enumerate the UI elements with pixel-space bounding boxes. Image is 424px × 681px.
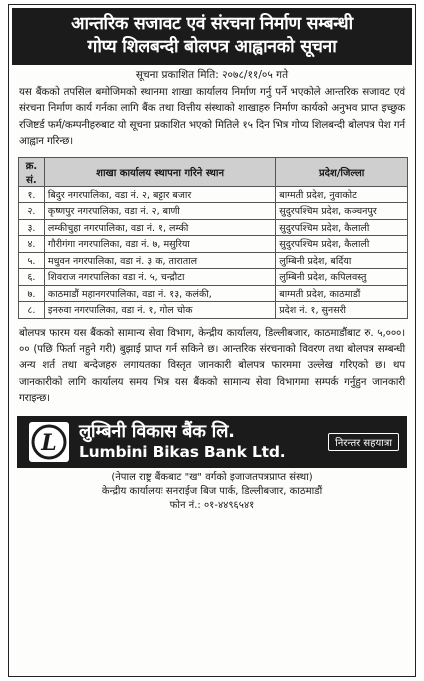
cell-sn: १. xyxy=(19,186,45,203)
table-row xyxy=(19,236,408,253)
license-note: (नेपाल राष्ट्र बैंकबाट "ख" वर्गको इजाजतपत्रप्राप्त संस्था) xyxy=(111,471,313,483)
cell-province: प्रदेश नं. १, सुनसरी xyxy=(276,302,408,319)
col-header-province: प्रदेश/जिल्ला xyxy=(276,157,408,186)
bank-name-english: Lumbini Bikas Bank Ltd. xyxy=(79,442,286,461)
cell-sn: ८. xyxy=(19,302,45,319)
col-header-sn xyxy=(19,157,45,186)
phone-number: फोन नं.: ०१-४४९६५४१ xyxy=(169,499,255,511)
published-date: सूचना प्रकाशित मिति: २०७८/११/०५ गते xyxy=(135,69,289,81)
cell-sn: २. xyxy=(19,203,45,220)
table-row xyxy=(19,186,408,203)
bank-tagline: निरन्तर सहयात्रा xyxy=(328,433,399,451)
cell-sn: ६. xyxy=(19,269,45,286)
closing-paragraph: बोलपत्र फारम यस बैंकको सामान्य सेवा विभाग, केन्द्रीय कार्यालय, डिल्लीबजार, काठमाडौंबाट रु. ५,०००।०० (पछि फिर्ता नहुने गरी) बुझाई प्राप्त गर्न सकिने छ। आन्तरिक संरचनाको विवरण तथा बोलपत्र सम्बन्धी अन्य शर्त तथा बन्देजहरु लगायतका विस्तृत जानकारी बोलपत्र फारममा उल्लेख गरिएको छ। थप जानकारीको लागि कार्यालय समय भित्र यस बैंकको सामान्य सेवा विभागमा सम्पर्क गर्नुहुन जानकारी गराइन्छ। xyxy=(19,326,405,405)
cell-province: लुम्बिनी प्रदेश, बर्दिया xyxy=(276,252,408,269)
table-row xyxy=(19,302,408,319)
table-row xyxy=(19,285,408,302)
cell-province: लुम्बिनी प्रदेश, कपिलवस्तु xyxy=(276,269,408,286)
cell-province: सुदुरपश्चिम प्रदेश, कैलाली xyxy=(276,236,408,253)
logo-letter: L xyxy=(41,429,57,456)
cell-sn: ४. xyxy=(19,236,45,253)
col-header-location: शाखा कार्यालय स्थापना गरिने स्थान xyxy=(44,157,275,186)
office-address: केन्द्रीय कार्यालयः सनराईज बिज पार्क, डिल्लीबजार, काठमाडौं xyxy=(101,485,323,497)
cell-location: बिदुर नगरपालिका, वडा नं. २, बट्टार बजार xyxy=(44,186,275,203)
intro-paragraph: यस बैंकको तपसिल बमोजिमको स्थानमा शाखा कार्यालय निर्माण गर्नु पर्ने भएकोले आन्तरिक सजावट एवं संरचना निर्माण कार्य गर्नका लागि बैंक तथा वित्तीय संस्थाको शाखाहरु निर्माण कार्यको अनुभव प्राप्त इच्छुक रजिष्टर्ड फर्म/कम्पनीहरुबाट यो सूचना प्रकाशित भएको मितिले १५ दिन भित्र गोप्य शिलबन्दी बोलपत्र पेश गर्न आह्वान गरिन्छ। xyxy=(19,86,405,148)
table-header-row xyxy=(19,157,408,186)
table-row xyxy=(19,252,408,269)
cell-location: शिवराज नगरपालिका वडा नं. ५, चन्द्रौटा xyxy=(44,269,275,286)
cell-sn: ७. xyxy=(19,285,45,302)
cell-province: सुदुरपश्चिम प्रदेश, कैलाली xyxy=(276,219,408,236)
cell-province: सुदुरपश्चिम प्रदेश, कञ्चनपुर xyxy=(276,203,408,220)
cell-location: काठमाडौं महानगरपालिका, वडा नं. १३, कलंकी, xyxy=(44,285,275,302)
lumbini-logo-icon xyxy=(29,422,69,462)
cell-sn: ५. xyxy=(19,252,45,269)
col-header-sn-line2: सं. xyxy=(26,174,37,186)
cell-province: बाग्मती प्रदेश, नुवाकोट xyxy=(276,186,408,203)
title-banner xyxy=(12,8,412,65)
cell-province: बाग्मती प्रदेश, काठमाडौं xyxy=(276,285,408,302)
branch-locations-table xyxy=(18,157,408,319)
title-line-1: आन्तरिक सजावट एवं संरचना निर्माण सम्बन्धी xyxy=(71,14,353,34)
tender-notice xyxy=(8,4,416,677)
bank-name-nepali: लुम्बिनी विकास बैंक लि. xyxy=(79,420,235,442)
bank-logo xyxy=(29,422,69,462)
cell-location: लम्कीचुहा नगरपालिका, वडा नं. १, लम्की xyxy=(44,219,275,236)
cell-location: गौरीगंगा नगरपालिका, वडा नं. ७, मसुरिया xyxy=(44,236,275,253)
cell-location: मधुवन नगरपालिका, वडा नं. ३ क, ताराताल xyxy=(44,252,275,269)
table-row xyxy=(19,219,408,236)
title-line-2: गोप्य शिलबन्दी बोलपत्र आह्वानको सूचना xyxy=(87,37,337,57)
col-header-sn-line1: क्र. xyxy=(25,160,38,172)
cell-location: कृष्णपुर नगरपालिका, वडा नं. २, बाणी xyxy=(44,203,275,220)
table-body xyxy=(19,186,408,318)
table-row xyxy=(19,203,408,220)
table-row xyxy=(19,269,408,286)
bank-brand-block xyxy=(17,416,407,468)
cell-sn: ३. xyxy=(19,219,45,236)
cell-location: इनरुवा नगरपालिका, वडा नं. १, गोल चोक xyxy=(44,302,275,319)
